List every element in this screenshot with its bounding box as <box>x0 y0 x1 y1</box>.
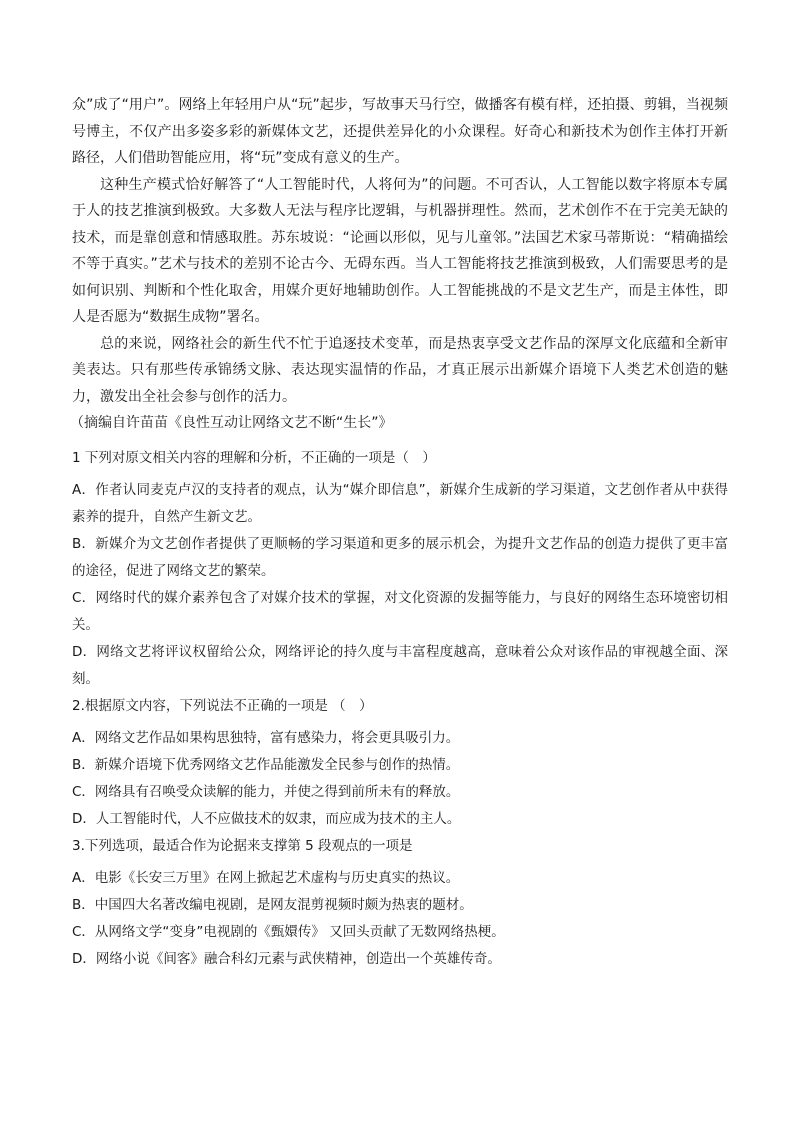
question-2-option-c: C．网络具有召唤受众读解的能力，并使之得到前所未有的释放。 <box>72 783 460 800</box>
question-3-option-b: B．中国四大名著改编电视剧，是网友混剪视频时颇为热衷的题材。 <box>72 896 473 913</box>
question-2 <box>72 693 728 833</box>
passage-source: （摘编自许苗苗《良性互动让网络文艺不断“生长”》 <box>70 415 393 431</box>
question-3-option-c: C．从网络文学“变身”电视剧的《甄嬛传》 又回头贡献了无数网络热梗。 <box>72 923 505 940</box>
question-2-option-d: D．人工智能时代，人不应做技术的奴隶，而应成为技术的主人。 <box>72 810 461 827</box>
question-2-option-b: B．新媒介语境下优秀网络文艺作品能激发全民参与创作的热情。 <box>72 756 460 773</box>
question-3-stem: 3.下列选项，最适合作为论据来支撑第 5 段观点的一项是 <box>72 837 413 854</box>
question-1-option-c: C．网络时代的媒介素养包含了对媒介技术的掌握，对文化资源的发掘等能力，与良好的网络生态环境密切相关。 <box>72 589 728 633</box>
question-1-option-b: B．新媒介为文艺创作者提供了更顺畅的学习渠道和更多的展示机会，为提升文艺作品的创造力提供了更丰富的途径，促进了网络文艺的繁荣。 <box>72 535 728 579</box>
question-3 <box>72 833 728 973</box>
question-2-option-a: A．网络文艺作品如果构思独特，富有感染力，将会更具吸引力。 <box>72 729 460 746</box>
question-1-stem: 1 下列对原文相关内容的理解和分析，不正确的一项是（ ） <box>72 449 436 466</box>
document-page <box>72 92 728 973</box>
question-1 <box>72 445 728 693</box>
passage-paragraph-2: 这种生产模式恰好解答了“人工智能时代，人将何为”的问题。不可否认，人工智能以数字将原本专属于人的技艺推演到极致。大多数人无法与程序比逻辑，与机器拼理性。然而，艺术创作不在于完美无缺的技术，而是靠创意和情感取胜。苏东坡说：“论画以形似，见与儿童邻。”法国艺术家马蒂斯说：“精确描绘不等于真实。”艺术与技术的差别不论古今、无碍东西。当人工智能将技艺推演到极致，人们需要思考的是如何识别、判断和个性化取舍，用媒介更好地辅助创作。人工智能挑战的不是文艺生产，而是主体性，即人是否愿为“数据生成物”署名。 <box>72 176 728 325</box>
question-3-option-a: A．电影《长安三万里》在网上掀起艺术虚构与历史真实的热议。 <box>72 869 460 886</box>
question-1-option-a: A．作者认同麦克卢汉的支持者的观点，认为“媒介即信息”，新媒介生成新的学习渠道，文艺创作者从中获得素养的提升，自然产生新文艺。 <box>72 481 728 525</box>
passage-paragraph-3: 总的来说，网络社会的新生代不忙于追逐技术变革，而是热衷享受文艺作品的深厚文化底蕴和全新审美表达。只有那些传承锦绣文脉、表达现实温情的作品，才真正展示出新媒介语境下人类艺术创造的魅力，激发出全社会参与创作的活力。 <box>72 335 728 405</box>
question-3-option-d: D．网络小说《间客》融合科幻元素与武侠精神，创造出一个英雄传奇。 <box>72 950 501 967</box>
question-2-stem: 2.根据原文内容，下列说法不正确的一项是 （ ） <box>72 697 373 714</box>
passage-paragraph-1: 众”成了“用户”。网络上年轻用户从“玩”起步，写故事天马行空，做播客有模有样，还拍摄、剪辑，当视频号博主，不仅产出多姿多彩的新媒体文艺，还提供差异化的小众课程。好奇心和新技术为创作主体打开新路径，人们借助智能应用，将“玩”变成有意义的生产。 <box>72 97 728 166</box>
question-1-option-d: D．网络文艺将评议权留给公众，网络评论的持久度与丰富程度越高，意味着公众对该作品的审视越全面、深刻。 <box>72 643 728 687</box>
